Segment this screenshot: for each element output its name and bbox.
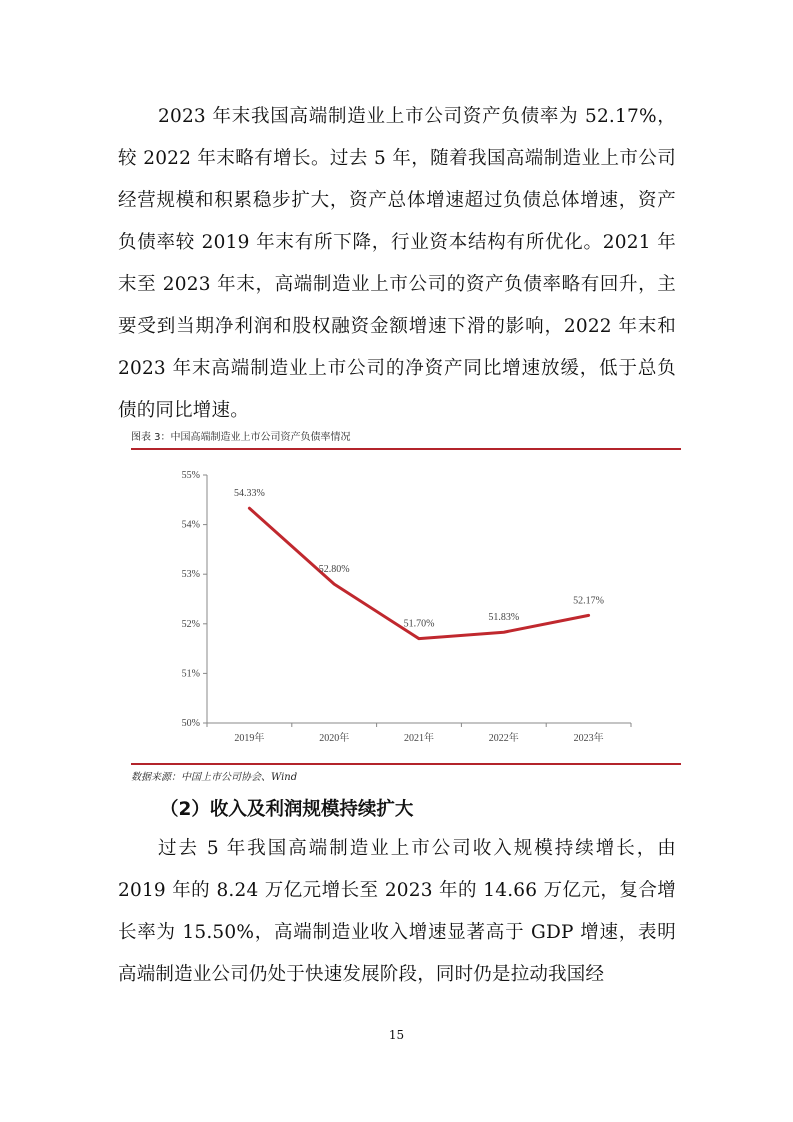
- data-label: 52.17%: [573, 595, 605, 607]
- x-tick-label: 2021年: [404, 733, 434, 744]
- figure-caption: 图表 3：中国高端制造业上市公司资产负债率情况: [131, 432, 351, 443]
- x-tick-label: 2022年: [488, 733, 519, 744]
- y-tick-label: 52%: [181, 618, 200, 630]
- x-tick-label: 2019年: [234, 733, 265, 744]
- section-heading: （2）收入及利润规模持续扩大: [160, 799, 414, 820]
- body-paragraph-revenue: 过去 5 年我国高端制造业上市公司收入规模持续增长，由 2019 年的 8.24 万亿元增长至 2023 年的 14.66 万亿元，复合增长率为 15.50%，高端制造业收入增速显著高于 GDP 增速，表明高端制造业公司仍处于快速发展阶段，同时仍是拉动我国经: [118, 838, 676, 985]
- chart-data-labels: [234, 488, 604, 629]
- y-tick-label: 50%: [181, 718, 200, 729]
- page-number: 15: [388, 1028, 405, 1042]
- y-tick-label: 51%: [181, 668, 200, 680]
- data-label: 54.33%: [233, 488, 265, 500]
- data-label: 52.80%: [318, 564, 350, 576]
- figure-bottom-rule: [131, 763, 681, 765]
- figure-source: 数据来源：中国上市公司协会、Wind: [131, 772, 298, 783]
- debt-ratio-line-chart: [131, 452, 681, 760]
- x-tick-label: 2023年: [573, 733, 604, 744]
- y-tick-label: 53%: [181, 569, 200, 581]
- y-tick-label: 54%: [181, 519, 200, 531]
- figure-top-rule: [131, 448, 681, 450]
- chart-ticks: [182, 470, 631, 744]
- data-label: 51.83%: [488, 612, 520, 624]
- x-tick-label: 2020年: [319, 733, 350, 744]
- data-label: 51.70%: [403, 618, 435, 630]
- body-paragraph-debt-ratio: 2023 年末我国高端制造业上市公司资产负债率为 52.17%，较 2022 年末略有增长。过去 5 年，随着我国高端制造业上市公司经营规模和积累稳步扩大，资产总体增速超过负债总体增速，资产负债率较 2019 年末有所下降，行业资本结构有所优化。2021 年末至 2023 年末，高端制造业上市公司的资产负债率略有回升，主要受到当期净利润和股权融资金额增速下滑的影响，2022 年末和 2023 年末高端制造业上市公司的净资产同比增速放缓，低于总负债的同比增速。: [118, 106, 676, 421]
- y-tick-label: 55%: [181, 470, 200, 481]
- chart-axes: [207, 475, 631, 723]
